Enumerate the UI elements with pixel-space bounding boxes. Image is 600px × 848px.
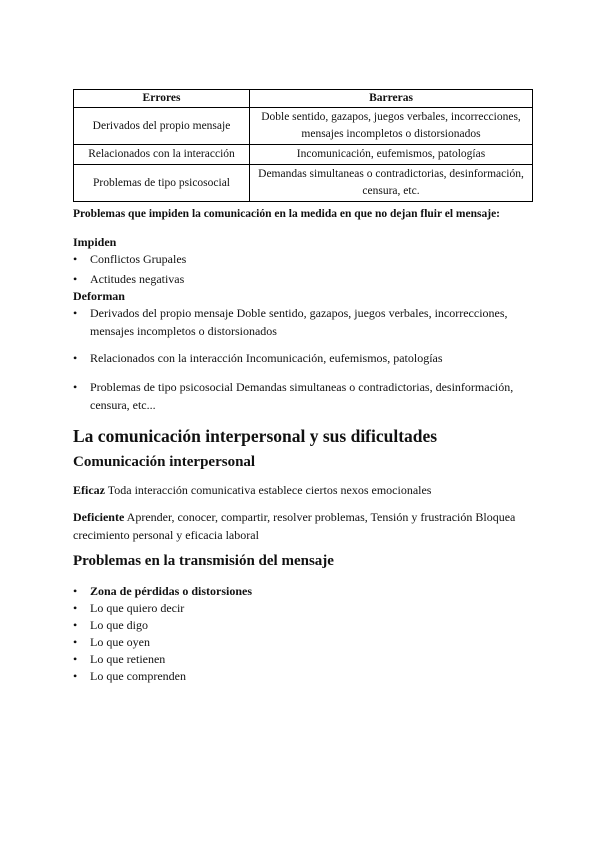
bullet-icon: • <box>73 601 78 615</box>
table-header-row <box>74 90 533 108</box>
problems-heading: Problemas que impiden la comunicación en la medida en que no dejan fluir el mensaje: <box>73 208 501 220</box>
deficiente-paragraph <box>73 509 533 544</box>
bullet-icon: • <box>73 272 78 286</box>
list-item-text: Relacionados con la interacción Incomunicación, eufemismos, patologías <box>90 351 443 365</box>
eficaz-label: Eficaz <box>73 483 105 497</box>
list-item-text: Zona de pérdidas o distorsiones <box>90 584 253 598</box>
table-row <box>74 108 533 145</box>
table-cell-error: Relacionados con la interacción <box>74 145 250 165</box>
bullet-icon: • <box>73 635 78 649</box>
interpersonal-title: Comunicación interpersonal <box>73 454 256 470</box>
bullet-icon: • <box>73 618 78 632</box>
errors-barriers-table <box>73 89 533 202</box>
bullet-icon: • <box>73 584 78 598</box>
transmision-title: Problemas en la transmisión del mensaje <box>73 553 334 569</box>
table-row <box>74 145 533 165</box>
bullet-icon: • <box>73 306 78 320</box>
list-item-text: Conflictos Grupales <box>90 252 187 266</box>
deficiente-label: Deficiente <box>73 510 125 524</box>
list-item-text: Lo que digo <box>90 618 148 632</box>
header-errores: Errores <box>74 90 250 108</box>
bullet-icon: • <box>73 380 78 394</box>
list-item-text: Derivados del propio mensaje Doble sentido, gazapos, juegos verbales, incorrecciones, mensajes incompletos o distorsionados <box>90 306 508 338</box>
list-item-text: Lo que oyen <box>90 635 150 649</box>
header-barreras: Barreras <box>250 90 533 108</box>
table-cell-barrera: Demandas simultaneas o contradictorias, desinformación, censura, etc. <box>250 165 533 202</box>
section-title: La comunicación interpersonal y sus dificultades <box>73 426 438 446</box>
list-item-text: Lo que quiero decir <box>90 601 185 615</box>
impiden-label: Impiden <box>73 235 117 249</box>
eficaz-paragraph <box>73 482 533 500</box>
eficaz-text: Toda interacción comunicativa establece ciertos nexos emocionales <box>105 483 432 497</box>
list-item-text: Lo que comprenden <box>90 669 186 683</box>
table-cell-barrera: Incomunicación, eufemismos, patologías <box>250 145 533 165</box>
bullet-icon: • <box>73 351 78 365</box>
deforman-label: Deforman <box>73 289 125 303</box>
deficiente-text: Aprender, conocer, compartir, resolver problemas, Tensión y frustración Bloquea crecimiento personal y eficacia laboral <box>73 510 516 542</box>
table-row <box>74 165 533 202</box>
table-cell-error: Problemas de tipo psicosocial <box>74 165 250 202</box>
list-item-text: Actitudes negativas <box>90 272 185 286</box>
list-item-text: Lo que retienen <box>90 652 166 666</box>
table-cell-barrera: Doble sentido, gazapos, juegos verbales, incorrecciones, mensajes incompletos o distorsionados <box>250 108 533 145</box>
bullet-icon: • <box>73 252 78 266</box>
list-item-text: Problemas de tipo psicosocial Demandas simultaneas o contradictorias, desinformación, censura, etc... <box>90 380 514 412</box>
table-cell-error: Derivados del propio mensaje <box>74 108 250 145</box>
bullet-icon: • <box>73 669 78 683</box>
bullet-icon: • <box>73 652 78 666</box>
